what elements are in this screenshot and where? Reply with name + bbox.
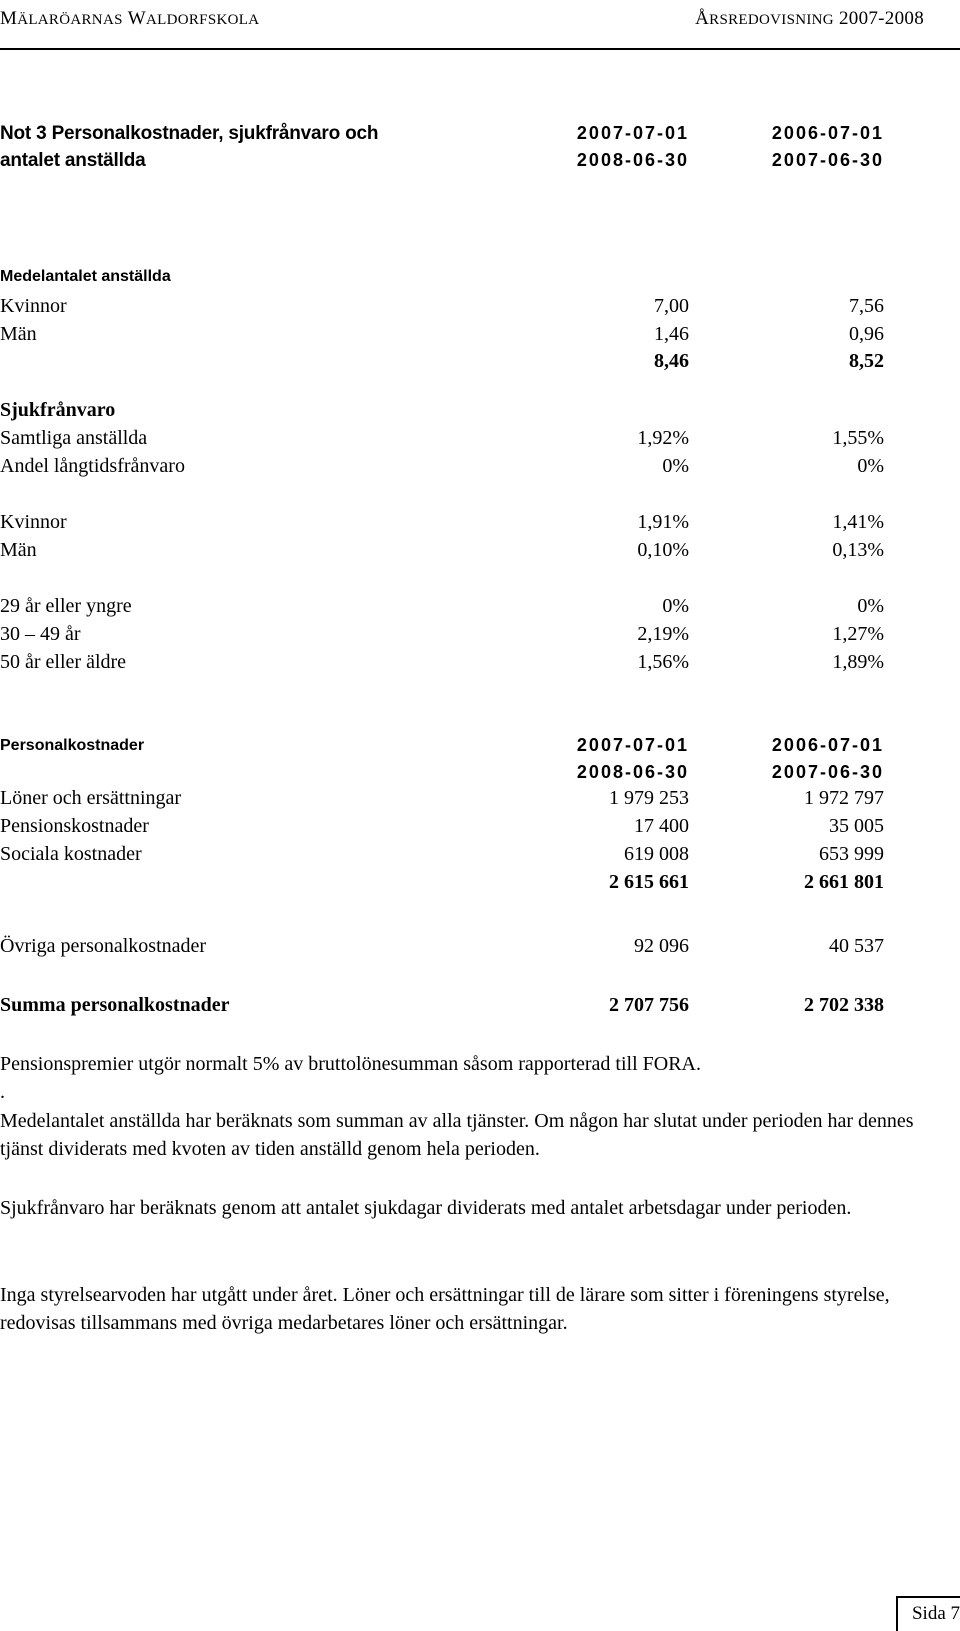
period-previous: 2006-07-01 2007-06-30	[771, 123, 884, 170]
note-paragraph: Inga styrelsearvoden har utgått under året. Löner och ersättningar till de lärare som sitter i föreningens styrelse, redovisas tillsammans med övriga medarbetares löner och ersättningar.	[0, 1284, 890, 1334]
table-row: 29 år eller yngre 0% 0%	[0, 595, 884, 617]
table-row: Löner och ersättningar 1 979 253 1 972 797	[0, 787, 884, 809]
header-rule	[0, 48, 960, 50]
table-row: Kvinnor 1,91% 1,41%	[0, 511, 884, 533]
note-title: Not 3 Personalkostnader, sjukfrånvaro och antalet anställda	[0, 123, 379, 171]
summa-row: Summa personalkostnader 2 707 756 2 702 338	[0, 994, 884, 1016]
table-row: Män 0,10% 0,13%	[0, 539, 884, 561]
section-heading-medelantal: Medelantalet anställda	[0, 268, 171, 285]
table-row: Sociala kostnader 619 008 653 999	[0, 843, 884, 865]
period-current: 2007-07-01 2008-06-30	[576, 123, 689, 170]
table-row: Kvinnor 7,00 7,56	[0, 295, 884, 317]
table-row: 30 – 49 år 2,19% 1,27%	[0, 623, 884, 645]
subtotal-row: 2 615 661 2 661 801	[609, 871, 884, 893]
report-title: ÅRSREDOVISNING 2007-2008	[695, 8, 924, 29]
section-heading-sjukfranvaro: Sjukfrånvaro	[0, 399, 116, 421]
table-row: Andel långtidsfrånvaro 0% 0%	[0, 455, 884, 477]
note-paragraph: Pensionspremier utgör normalt 5% av bruttolönesumman såsom rapporterad till FORA. .	[0, 1053, 701, 1103]
table-row: Övriga personalkostnader 92 096 40 537	[0, 935, 884, 957]
note-paragraph: Sjukfrånvaro har beräknats genom att antalet sjukdagar dividerats med antalet arbetsdagar under perioden.	[0, 1197, 852, 1219]
period-current: 2007-07-01 2008-06-30	[576, 735, 689, 782]
table-row: Samtliga anställda 1,92% 1,55%	[0, 427, 884, 449]
table-row: Män 1,46 0,96	[0, 323, 884, 345]
page-number: Sida 7	[896, 1596, 960, 1631]
section-heading-personalkostnader: Personalkostnader	[0, 737, 145, 754]
table-row: 50 år eller äldre 1,56% 1,89%	[0, 651, 884, 673]
note-paragraph: Medelantalet anställda har beräknats som summan av alla tjänster. Om någon har slutat under perioden har dennes tjänst dividerats med kvoten av tiden anställd genom hela perioden.	[0, 1110, 914, 1160]
table-row: Pensionskostnader 17 400 35 005	[0, 815, 884, 837]
period-previous: 2006-07-01 2007-06-30	[771, 735, 884, 782]
total-row: 8,46 8,52	[654, 350, 884, 372]
school-name: MÄLARÖARNAS WALDORFSKOLA	[0, 8, 260, 29]
